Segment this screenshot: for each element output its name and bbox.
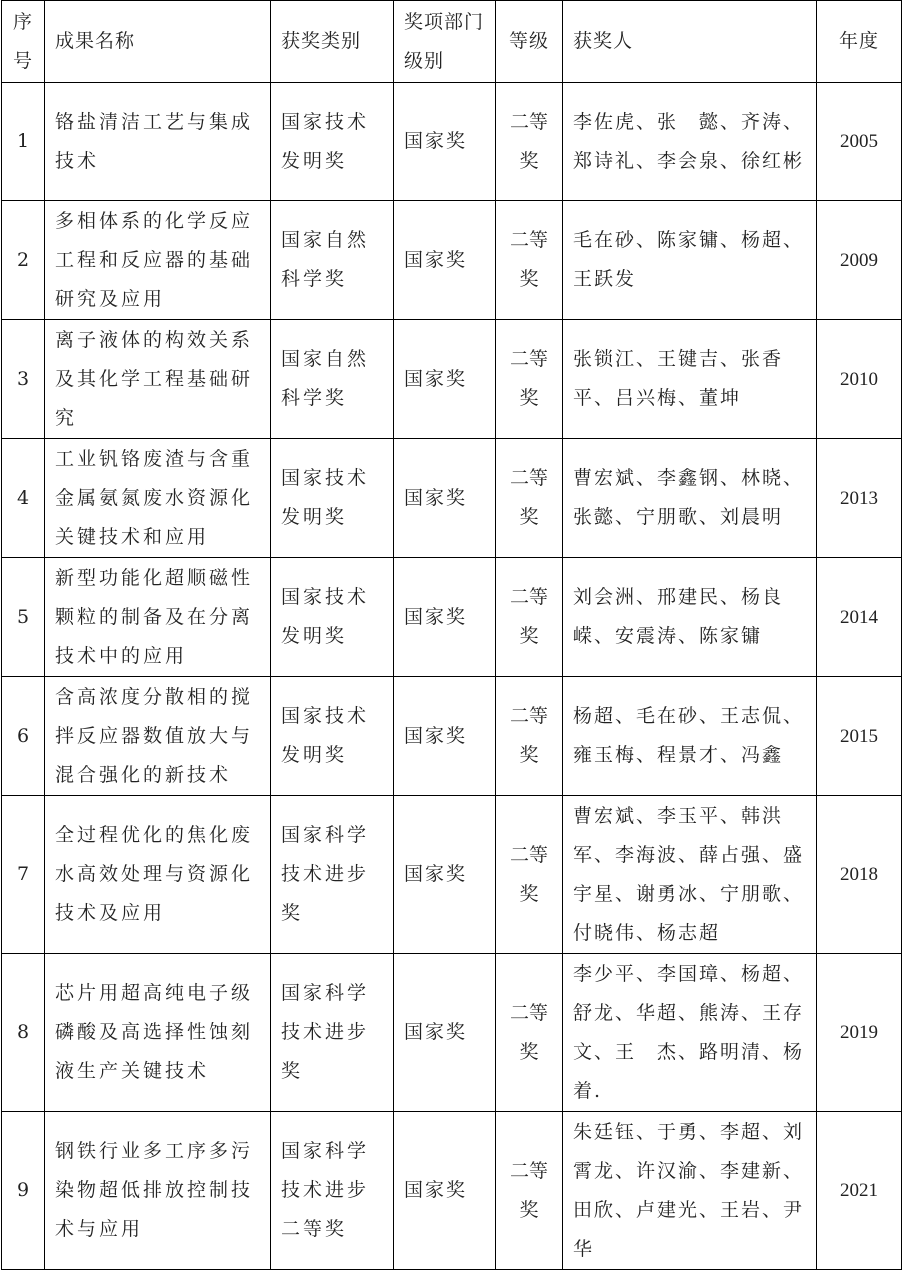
cell-year: 2005: [817, 83, 902, 201]
cell-grade: 二等奖: [496, 558, 563, 677]
cell-dept: 国家奖: [394, 796, 496, 954]
cell-grade: 二等奖: [496, 796, 563, 954]
cell-winners: 朱廷钰、于勇、李超、刘霄龙、许汉渝、李建新、田欣、卢建光、王岩、尹华: [563, 1112, 817, 1270]
cell-grade: 二等奖: [496, 1112, 563, 1270]
cell-year: 2009: [817, 201, 902, 320]
cell-winners: 李佐虎、张 懿、齐涛、郑诗礼、李会泉、徐红彬: [563, 83, 817, 201]
cell-dept: 国家奖: [394, 439, 496, 558]
table-row: [2, 201, 902, 320]
cell-grade: 二等奖: [496, 954, 563, 1112]
cell-grade: 二等奖: [496, 83, 563, 201]
cell-year: 2010: [817, 320, 902, 439]
cell-category: 国家技术发明奖: [271, 677, 394, 796]
cell-name: 钢铁行业多工序多污染物超低排放控制技术与应用: [45, 1112, 271, 1270]
cell-category: 国家科学技术进步奖: [271, 954, 394, 1112]
cell-category: 国家自然科学奖: [271, 320, 394, 439]
cell-no: 9: [2, 1112, 45, 1270]
cell-name: 铬盐清洁工艺与集成技术: [45, 83, 271, 201]
cell-category: 国家技术发明奖: [271, 558, 394, 677]
cell-winners: 张锁江、王键吉、张香平、吕兴梅、董坤: [563, 320, 817, 439]
cell-no: 7: [2, 796, 45, 954]
cell-dept: 国家奖: [394, 677, 496, 796]
table-row: [2, 83, 902, 201]
cell-name: 多相体系的化学反应工程和反应器的基础研究及应用: [45, 201, 271, 320]
awards-table: [1, 0, 902, 1270]
header-no: 序号: [2, 1, 45, 83]
table-row: [2, 320, 902, 439]
cell-winners: 刘会洲、邢建民、杨良嵘、安震涛、陈家镛: [563, 558, 817, 677]
cell-winners: 曹宏斌、李鑫钢、林晓、张懿、宁朋歌、刘晨明: [563, 439, 817, 558]
cell-grade: 二等奖: [496, 320, 563, 439]
cell-grade: 二等奖: [496, 677, 563, 796]
cell-category: 国家科学技术进步奖: [271, 796, 394, 954]
cell-category: 国家技术发明奖: [271, 83, 394, 201]
table-row: [2, 439, 902, 558]
header-winners: 获奖人: [563, 1, 817, 83]
cell-year: 2014: [817, 558, 902, 677]
header-year: 年度: [817, 1, 902, 83]
cell-no: 2: [2, 201, 45, 320]
cell-winners: 杨超、毛在砂、王志侃、雍玉梅、程景才、冯鑫: [563, 677, 817, 796]
cell-grade: 二等奖: [496, 439, 563, 558]
cell-name: 工业钒铬废渣与含重金属氨氮废水资源化关键技术和应用: [45, 439, 271, 558]
cell-no: 1: [2, 83, 45, 201]
cell-no: 8: [2, 954, 45, 1112]
cell-name: 芯片用超高纯电子级磷酸及高选择性蚀刻液生产关键技术: [45, 954, 271, 1112]
cell-dept: 国家奖: [394, 320, 496, 439]
cell-name: 离子液体的构效关系及其化学工程基础研究: [45, 320, 271, 439]
cell-no: 6: [2, 677, 45, 796]
header-grade: 等级: [496, 1, 563, 83]
cell-dept: 国家奖: [394, 954, 496, 1112]
cell-year: 2015: [817, 677, 902, 796]
cell-year: 2019: [817, 954, 902, 1112]
cell-dept: 国家奖: [394, 558, 496, 677]
cell-dept: 国家奖: [394, 83, 496, 201]
cell-name: 全过程优化的焦化废水高效处理与资源化技术及应用: [45, 796, 271, 954]
cell-dept: 国家奖: [394, 201, 496, 320]
cell-grade: 二等奖: [496, 201, 563, 320]
cell-name: 含高浓度分散相的搅拌反应器数值放大与混合强化的新技术: [45, 677, 271, 796]
cell-winners: 毛在砂、陈家镛、杨超、王跃发: [563, 201, 817, 320]
header-name: 成果名称: [45, 1, 271, 83]
cell-year: 2013: [817, 439, 902, 558]
cell-no: 4: [2, 439, 45, 558]
cell-category: 国家技术发明奖: [271, 439, 394, 558]
table-row: [2, 677, 902, 796]
cell-year: 2018: [817, 796, 902, 954]
cell-year: 2021: [817, 1112, 902, 1270]
cell-category: 国家自然科学奖: [271, 201, 394, 320]
table-row: [2, 796, 902, 954]
header-row: [2, 1, 902, 83]
header-dept-level: 奖项部门级别: [394, 1, 496, 83]
cell-winners: 李少平、李国璋、杨超、舒龙、华超、熊涛、王存文、王 杰、路明清、杨着.: [563, 954, 817, 1112]
table-row: [2, 558, 902, 677]
header-category: 获奖类别: [271, 1, 394, 83]
cell-dept: 国家奖: [394, 1112, 496, 1270]
cell-no: 3: [2, 320, 45, 439]
table-row: [2, 1112, 902, 1270]
cell-name: 新型功能化超顺磁性颗粒的制备及在分离技术中的应用: [45, 558, 271, 677]
table-row: [2, 954, 902, 1112]
cell-no: 5: [2, 558, 45, 677]
cell-category: 国家科学技术进步二等奖: [271, 1112, 394, 1270]
cell-winners: 曹宏斌、李玉平、韩洪军、李海波、薛占强、盛宇星、谢勇冰、宁朋歌、付晓伟、杨志超: [563, 796, 817, 954]
